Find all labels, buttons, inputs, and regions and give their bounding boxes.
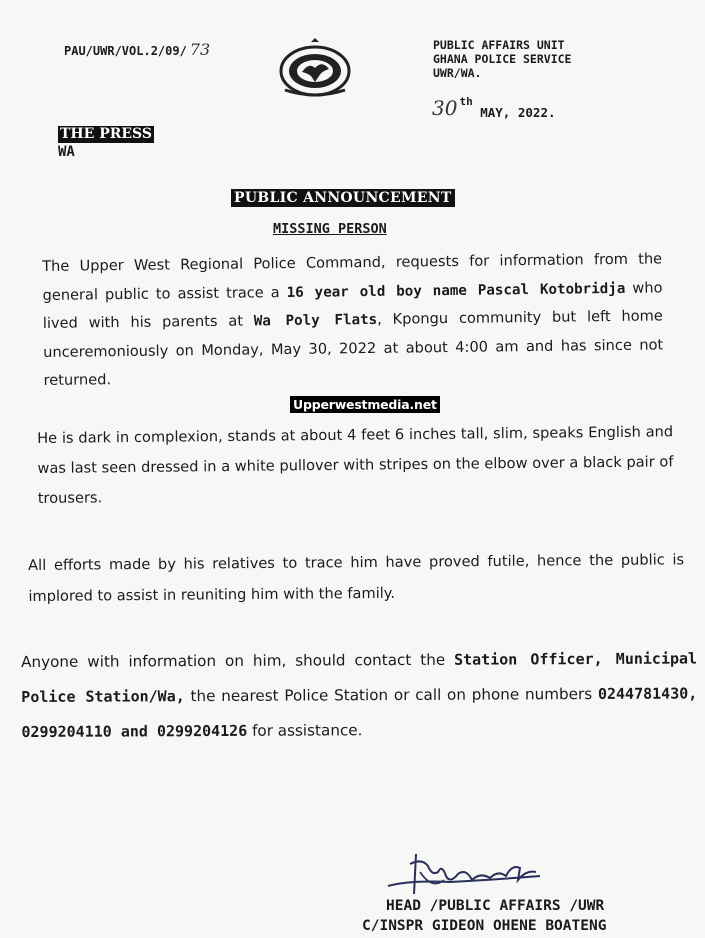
addressee-line-1: THE PRESS (60, 126, 152, 142)
contact-station: Station Officer, Municipal Police Station/Wa, (21, 649, 698, 706)
watermark: Upperwestmedia.net (290, 396, 440, 413)
unit-line-3: UWR/WA. (433, 66, 482, 80)
addressee (58, 126, 154, 160)
announcement-subtitle: MISSING PERSON (273, 221, 387, 237)
date-day: 30 (432, 96, 458, 120)
date-suffix: th (459, 95, 473, 108)
paragraph-1-text-c: , Kpongu community but left home unceremoniously on Monday, May 30, 2022 at about 4:00 am and has since not returned. (43, 307, 664, 389)
paragraph-3: All efforts made by his relatives to trace him have proved futile, hence the public is implored to assist in reuniting him with the family. (28, 551, 685, 605)
announcement-title: PUBLIC ANNOUNCEMENT (231, 189, 455, 207)
paragraph-4-text-c: for assistance. (247, 721, 363, 740)
reference-printed: PAU/UWR/VOL.2/09/ (64, 44, 187, 58)
paragraph-4-text-a: Anyone with information on him, should contact the (21, 650, 455, 671)
paragraph-2: He is dark in complexion, stands at about 4 feet 6 inches tall, slim, speaks English and was last seen dressed in a white pullover with stripes on the elbow over a black pair of trousers. (37, 423, 674, 507)
paragraph-1-text-a: The Upper West Regional Police Command, requests for information from the general public to assist trace a (42, 250, 663, 304)
addressee-line-2: WA (58, 144, 75, 160)
paragraph-4-text-b: the nearest Police Station or call on phone numbers (184, 684, 598, 706)
police-crest-icon (275, 38, 355, 98)
date-month-year: MAY, 2022. (480, 105, 556, 120)
issuing-unit (433, 38, 571, 80)
document-date (432, 88, 556, 120)
missing-person-name: 16 year old boy name Pascal Kotobridja (286, 280, 626, 301)
reference-number (64, 40, 210, 59)
paragraph-4 (21, 641, 698, 750)
residence-location: Wa Poly Flats (253, 311, 378, 330)
contact-phone-numbers: 0244781430, 0299204110 and 0299204126 (21, 684, 698, 741)
unit-line-1: PUBLIC AFFAIRS UNIT (433, 38, 565, 52)
signatory-name: C/INSPR GIDEON OHENE BOATENG (362, 918, 607, 934)
reference-handwritten: 73 (189, 40, 211, 59)
paragraph-1-text-b: who lived with his parents at (42, 278, 663, 332)
signatory-title: HEAD /PUBLIC AFFAIRS /UWR (386, 898, 605, 914)
paragraph-1 (42, 245, 664, 395)
signature-icon (380, 850, 550, 900)
unit-line-2: GHANA POLICE SERVICE (433, 52, 572, 66)
